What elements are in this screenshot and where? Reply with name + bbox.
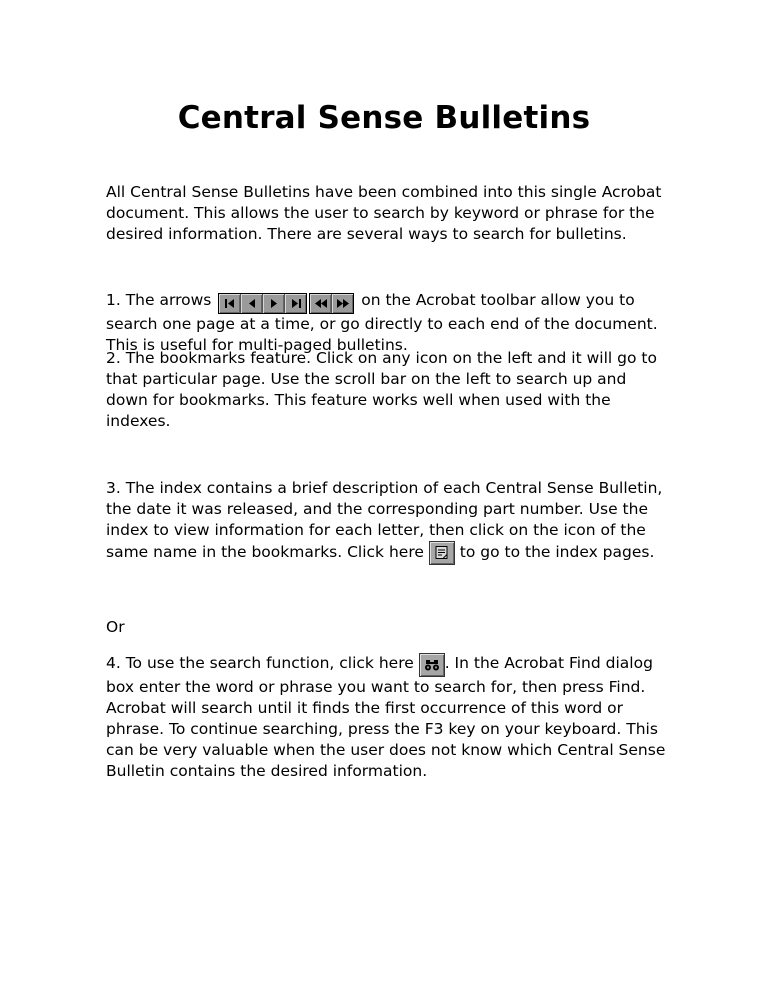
item-arrows-text-before: 1. The arrows (106, 291, 212, 309)
page-title: Central Sense Bulletins (177, 100, 591, 136)
view-history-group (309, 293, 354, 314)
acrobat-nav-arrows (218, 293, 354, 314)
item-search-paragraph (106, 653, 666, 782)
binoculars-find-icon[interactable] (419, 653, 445, 677)
page-nav-group (218, 293, 307, 314)
item-arrows-text-after: on the Acrobat toolbar allow you to search one page at a time, or go directly to each end of the document. This is useful for multi-paged bulletins. (106, 291, 658, 354)
item-bookmarks-paragraph: 2. The bookmarks feature. Click on any icon on the left and it will go to that particular page. Use the scroll bar on the left to search up and down for bookmarks. This feature works well when used with the indexes. (106, 349, 657, 430)
or-separator: Or (106, 618, 125, 636)
item-index-text-after: to go to the index pages. (459, 543, 655, 561)
index-page-icon[interactable] (429, 541, 455, 565)
go-forward-icon[interactable] (332, 294, 353, 313)
last-page-icon[interactable] (285, 294, 306, 313)
go-back-icon[interactable] (310, 294, 332, 313)
intro-paragraph: All Central Sense Bulletins have been combined into this single Acrobat document. This allows the user to search by keyword or phrase for the desired information. There are several ways to search for bulletins. (106, 183, 662, 243)
first-page-icon[interactable] (219, 294, 241, 313)
item-search-text-after: . In the Acrobat Find dialog box enter the word or phrase you want to search for, then press Find. Acrobat will search until it finds the first occurrence of this word or phrase. To continue searching, press the F3 key on your keyboard. This can be very valuable when the user does not know which Central Sense Bulletin contains the desired information. (106, 654, 666, 780)
next-page-icon[interactable] (263, 294, 285, 313)
item-index-text-before: 3. The index contains a brief description of each Central Sense Bulletin, the date it was released, and the corresponding part number. Use the index to view information for each letter, then click on the icon of the same name in the bookmarks. Click here (106, 479, 663, 561)
item-search-text-before: 4. To use the search function, click here (106, 654, 414, 672)
item-arrows-paragraph (106, 290, 666, 356)
item-index-paragraph (106, 478, 666, 565)
previous-page-icon[interactable] (241, 294, 263, 313)
